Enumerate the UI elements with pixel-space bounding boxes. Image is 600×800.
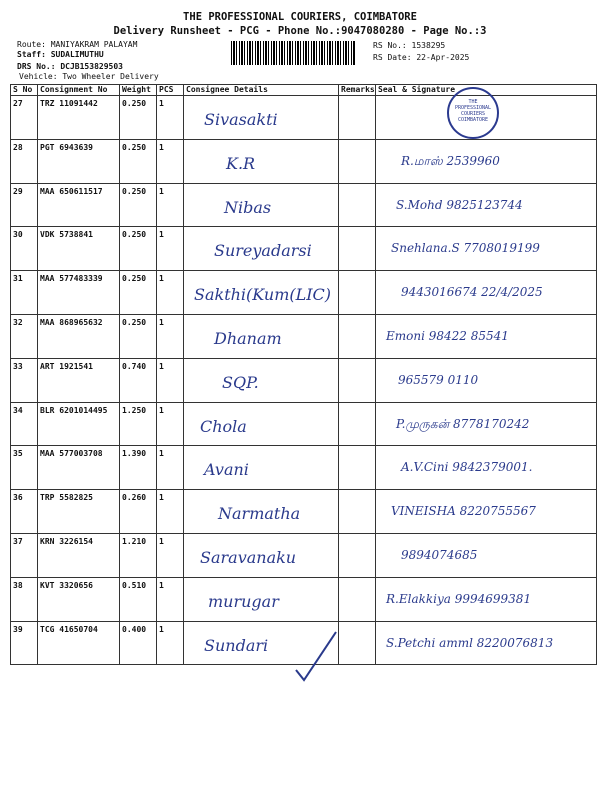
table-row (11, 533, 597, 577)
cell-consignment: TCG 41650704 (38, 621, 120, 665)
cell-pcs: 1 (157, 490, 184, 534)
col-consignment: Consignment No (38, 85, 120, 96)
cell-pcs: 1 (157, 446, 184, 490)
signature-handwriting: Emoni 98422 85541 (386, 328, 509, 343)
cell-consignment: PGT 6943639 (38, 139, 120, 183)
cell-consignment: MAA 868965632 (38, 314, 120, 358)
signature-handwriting: 9894074685 (401, 547, 478, 562)
cell-weight: 0.510 (120, 577, 157, 621)
cell-consignment: TRP 5582825 (38, 490, 120, 534)
signature-handwriting: R.Elakkiya 9994699381 (386, 591, 532, 606)
signature-handwriting: 965579 0110 (398, 372, 479, 387)
cell-remarks (339, 227, 376, 271)
cell-consignment: ART 1921541 (38, 358, 120, 402)
cell-consignment: MAA 577003708 (38, 446, 120, 490)
cell-sno: 27 (11, 96, 38, 140)
cell-pcs: 1 (157, 139, 184, 183)
cell-sno: 36 (11, 490, 38, 534)
cell-signature (376, 227, 597, 271)
cell-signature (376, 139, 597, 183)
cell-remarks (339, 533, 376, 577)
cell-sno: 31 (11, 271, 38, 315)
runsheet-table (10, 84, 597, 665)
barcode (231, 41, 355, 65)
rs-number: RS No.: 1538295 (373, 41, 446, 50)
page-title: THE PROFESSIONAL COURIERS, COIMBATORE (183, 11, 417, 23)
cell-pcs: 1 (157, 227, 184, 271)
cell-weight: 0.260 (120, 490, 157, 534)
cell-weight: 1.250 (120, 402, 157, 446)
cell-consignment: MAA 577483339 (38, 271, 120, 315)
cell-signature (376, 621, 597, 665)
col-signature: Seal & Signature (376, 85, 597, 96)
cell-weight: 0.250 (120, 96, 157, 140)
consignee-handwriting: Chola (200, 416, 247, 436)
cell-signature (376, 402, 597, 446)
table-row (11, 271, 597, 315)
table-row (11, 446, 597, 490)
cell-consignment: VDK 5738841 (38, 227, 120, 271)
col-weight: Weight (120, 85, 157, 96)
signature-handwriting: S.Petchi amml 8220076813 (386, 635, 554, 650)
signature-handwriting: 9443016674 22/4/2025 (401, 285, 543, 300)
cell-consignment: KRN 3226154 (38, 533, 120, 577)
table-row (11, 314, 597, 358)
consignee-handwriting: Dhanam (214, 328, 282, 348)
cell-sno: 30 (11, 227, 38, 271)
cell-consignee (184, 96, 339, 140)
consignee-handwriting: K.R (226, 153, 256, 173)
table-row (11, 490, 597, 534)
cell-consignment: MAA 650611517 (38, 183, 120, 227)
table-header-row (11, 85, 597, 96)
signature-handwriting: P.முருகன் 8778170242 (396, 416, 530, 431)
cell-weight: 0.250 (120, 314, 157, 358)
cell-consignment: KVT 3320656 (38, 577, 120, 621)
consignee-handwriting: Sureyadarsi (214, 241, 312, 261)
cell-weight: 0.250 (120, 271, 157, 315)
cell-remarks (339, 96, 376, 140)
cell-weight: 0.250 (120, 183, 157, 227)
company-seal: THE PROFESSIONAL COURIERS COIMBATORE (447, 87, 499, 139)
table-row (11, 577, 597, 621)
cell-remarks (339, 446, 376, 490)
vehicle-label: Vehicle: Two Wheeler Delivery (19, 72, 159, 81)
cell-signature (376, 183, 597, 227)
cell-weight: 1.390 (120, 446, 157, 490)
cell-sno: 29 (11, 183, 38, 227)
cell-signature (376, 446, 597, 490)
cell-pcs: 1 (157, 577, 184, 621)
cell-pcs: 1 (157, 358, 184, 402)
route-label: Route: MANIYAKRAM PALAYAM (17, 40, 138, 49)
cell-remarks (339, 139, 376, 183)
cell-pcs: 1 (157, 533, 184, 577)
consignee-handwriting: Narmatha (218, 504, 301, 524)
cell-signature (376, 314, 597, 358)
consignee-handwriting: Sakthi(Kum(LIC) (194, 285, 332, 305)
cell-signature (376, 533, 597, 577)
cell-remarks (339, 402, 376, 446)
cell-consignee (184, 490, 339, 534)
cell-sno: 39 (11, 621, 38, 665)
cell-remarks (339, 271, 376, 315)
cell-sno: 33 (11, 358, 38, 402)
page-subtitle: Delivery Runsheet - PCG - Phone No.:9047080280 - Page No.:3 (113, 25, 487, 37)
consignee-handwriting: murugar (208, 591, 279, 611)
signature-handwriting: S.Mohd 9825123744 (396, 197, 523, 212)
cell-consignee (184, 358, 339, 402)
cell-pcs: 1 (157, 402, 184, 446)
cell-signature (376, 358, 597, 402)
consignee-handwriting: Saravanaku (200, 547, 297, 567)
cell-remarks (339, 490, 376, 534)
cell-sno: 38 (11, 577, 38, 621)
cell-consignee (184, 139, 339, 183)
cell-consignment: BLR 6201014495 (38, 402, 120, 446)
cell-sno: 35 (11, 446, 38, 490)
col-pcs: PCS (157, 85, 184, 96)
cell-consignee (184, 314, 339, 358)
staff-label: Staff: SUDALIMUTHU (17, 50, 104, 59)
cell-consignee (184, 533, 339, 577)
cell-remarks (339, 314, 376, 358)
drs-label: DRS No.: DCJB153829503 (17, 62, 123, 71)
cell-pcs: 1 (157, 314, 184, 358)
table-row (11, 139, 597, 183)
consignee-handwriting: SQP. (222, 372, 259, 392)
cell-weight: 1.210 (120, 533, 157, 577)
cell-consignment: TRZ 11091442 (38, 96, 120, 140)
consignee-handwriting: Nibas (224, 197, 272, 217)
cell-remarks (339, 358, 376, 402)
col-sno: S No (11, 85, 38, 96)
cell-sno: 28 (11, 139, 38, 183)
signature-handwriting: R.மாஸ் 2539960 (401, 153, 500, 168)
cell-consignee (184, 446, 339, 490)
signature-handwriting: A.V.Cini 9842379001. (401, 460, 533, 475)
cell-remarks (339, 577, 376, 621)
cell-consignee (184, 271, 339, 315)
cell-weight: 0.400 (120, 621, 157, 665)
table-row (11, 227, 597, 271)
cell-consignee (184, 402, 339, 446)
cell-pcs: 1 (157, 96, 184, 140)
cell-signature (376, 271, 597, 315)
cell-consignee (184, 227, 339, 271)
consignee-handwriting: Sivasakti (204, 110, 278, 129)
cell-remarks (339, 183, 376, 227)
col-consignee: Consignee Details (184, 85, 339, 96)
signature-handwriting: Snehlana.S 7708019199 (391, 241, 540, 256)
cell-weight: 0.250 (120, 139, 157, 183)
cell-signature (376, 490, 597, 534)
table-row (11, 96, 597, 140)
cell-pcs: 1 (157, 183, 184, 227)
checkmark-icon (290, 628, 340, 688)
col-remarks: Remarks (339, 85, 376, 96)
cell-pcs: 1 (157, 621, 184, 665)
cell-remarks (339, 621, 376, 665)
cell-pcs: 1 (157, 271, 184, 315)
cell-consignee (184, 577, 339, 621)
consignee-handwriting: Avani (204, 460, 249, 480)
cell-consignee (184, 183, 339, 227)
cell-weight: 0.740 (120, 358, 157, 402)
signature-handwriting: VINEISHA 8220755567 (391, 504, 536, 519)
cell-signature (376, 577, 597, 621)
consignee-handwriting: Sundari (204, 635, 269, 655)
rs-date: RS Date: 22-Apr-2025 (373, 53, 470, 62)
cell-sno: 34 (11, 402, 38, 446)
cell-weight: 0.250 (120, 227, 157, 271)
table-row (11, 358, 597, 402)
table-row (11, 183, 597, 227)
table-row (11, 402, 597, 446)
cell-sno: 37 (11, 533, 38, 577)
cell-sno: 32 (11, 314, 38, 358)
